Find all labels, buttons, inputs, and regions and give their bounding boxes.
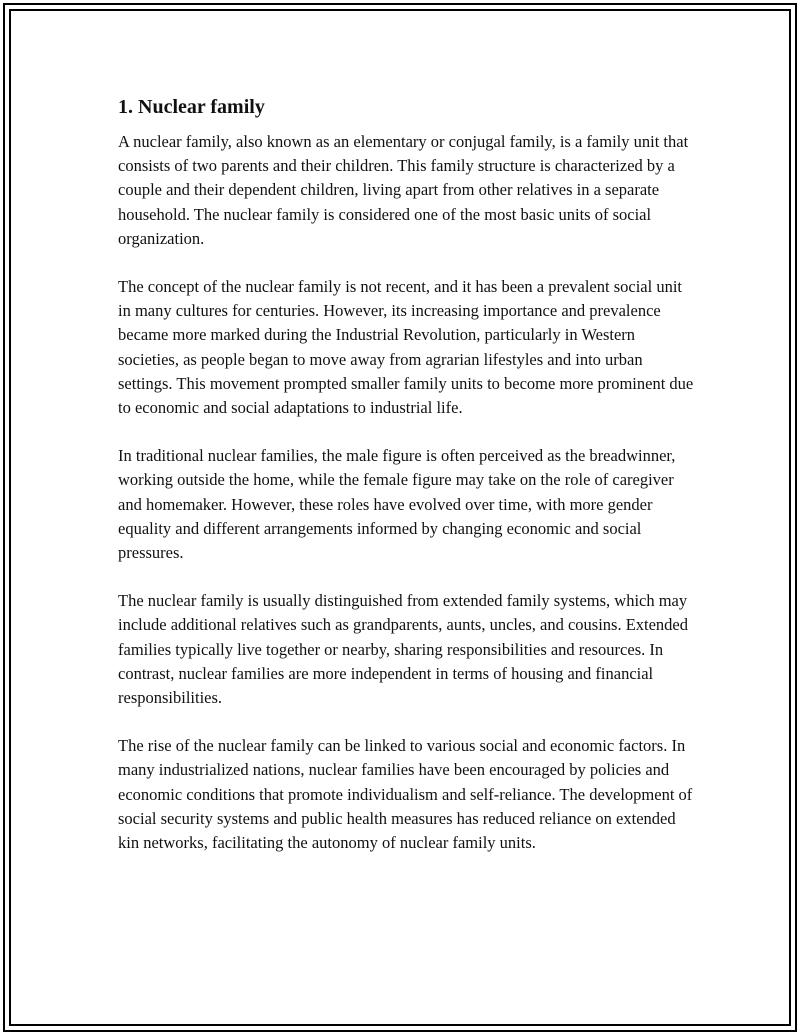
paragraph-4: The nuclear family is usually distinguished from extended family systems, which may include additional relatives such as grandparents, aunts, uncles, and cousins. Extended families typically live together or nearby, sharing responsibilities and resources. In contrast, nuclear families are more independent in terms of housing and financial responsibilities.	[118, 591, 689, 708]
section-heading: 1. Nuclear family	[118, 96, 265, 118]
paragraph-1: A nuclear family, also known as an elementary or conjugal family, is a family unit that consists of two parents and their children. This family structure is characterized by a couple and their dependent children, living apart from other relatives in a separate household. The nuclear family is considered one of the most basic units of social organization.	[118, 132, 689, 248]
paragraph-2: The concept of the nuclear family is not recent, and it has been a prevalent social unit in many cultures for centuries. However, its increasing importance and prevalence became more marked during the Industrial Revolution, particularly in Western societies, as people began to move away from agrarian lifestyles and into urban settings. This movement prompted smaller family units to become more prominent due to economic and social adaptations to industrial life.	[118, 277, 694, 418]
document-body	[118, 94, 698, 855]
paragraph-5: The rise of the nuclear family can be linked to various social and economic factors. In many industrialized nations, nuclear families have been encouraged by policies and economic conditions that promote individualism and self-reliance. The development of social security systems and public health measures has reduced reliance on extended kin networks, facilitating the autonomy of nuclear family units.	[118, 736, 693, 853]
paragraph-3: In traditional nuclear families, the male figure is often perceived as the breadwinner, working outside the home, while the female figure may take on the role of caregiver and homemaker. However, these roles have evolved over time, with more gender equality and different arrangements informed by changing economic and social pressures.	[118, 446, 676, 563]
